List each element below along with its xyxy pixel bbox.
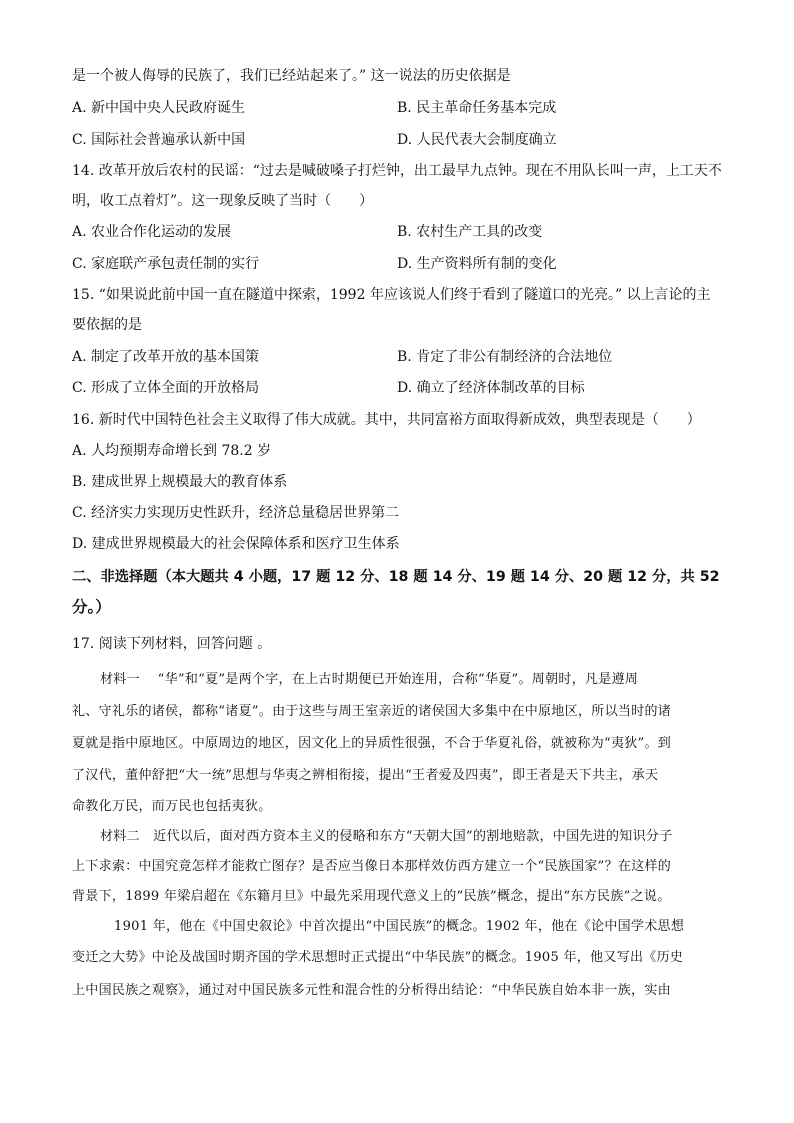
material2-line: 上中国民族之观察》，通过对中国民族多元性和混合性的分析得出结论：“中华民族自始本非一族，实由	[72, 983, 671, 998]
q15-stem-line2: 要依据的是	[72, 317, 142, 333]
q14-stem-line2: 明，收工点着灯”。这一现象反映了当时（ ）	[72, 193, 374, 209]
q15-option-d: D. 确立了经济体制改革的目标	[397, 380, 585, 396]
q13-stem-tail: 是一个被人侮辱的民族了，我们已经站起来了。” 这一说法的历史依据是	[72, 68, 511, 84]
material2-line: 上下求索：中国究竟怎样才能救亡图存？是否应当像日本那样效仿西方建立一个“民族国家”？在这样的	[72, 859, 672, 874]
q16-option-d: D. 建成世界规模最大的社会保障体系和医疗卫生体系	[72, 536, 400, 552]
q13-option-d: D. 人民代表大会制度确立	[397, 132, 557, 148]
q15-option-c: C. 形成了立体全面的开放格局	[72, 380, 260, 396]
q17-stem: 17. 阅读下列材料，回答问题 。	[72, 636, 272, 652]
q13-option-b: B. 民主革命任务基本完成	[397, 100, 557, 116]
q14-stem-line1: 14. 改革开放后农村的民谣：“过去是喊破嗓子打烂钟，出工最早九点钟。现在不用队长叫一声，上工天不	[72, 163, 722, 179]
material1-line: 礼、守礼乐的诸侯，都称“诸夏”。由于这些与周王室亲近的诸侯国大多集中在中原地区，所以当时的诸	[72, 704, 672, 719]
q13-option-c: C. 国际社会普遍承认新中国	[72, 132, 246, 148]
material2-line: 材料二 近代以后，面对西方资本主义的侵略和东方“天朝大国”的割地赔款，中国先进的知识分子	[100, 829, 673, 844]
q14-option-a: A. 农业合作化运动的发展	[72, 224, 232, 240]
q14-option-b: B. 农村生产工具的改变	[397, 224, 543, 240]
q16-option-a: A. 人均预期寿命增长到 78.2 岁	[72, 443, 272, 459]
q16-option-b: B. 建成世界上规模最大的教育体系	[72, 474, 288, 490]
q14-option-d: D. 生产资料所有制的变化	[397, 256, 557, 272]
material1-line: 了汉代，董仲舒把“大一统”思想与华夷之辨相衔接，提出“王者爱及四夷”，即王者是天下共主，承天	[72, 768, 659, 783]
q15-stem-line1: 15. “如果说此前中国一直在隧道中探索，1992 年应该说人们终于看到了隧道口的光亮。” 以上言论的主	[72, 287, 711, 303]
section-heading-line1: 二、非选择题（本大题共 4 小题，17 题 12 分、18 题 14 分、19 题 14 分、20 题 12 分，共 52	[72, 569, 720, 585]
material2-line: 背景下，1899 年梁启超在《东籍月旦》中最先采用现代意义上的“民族”概念，提出“东方民族”之说。	[72, 889, 671, 904]
q16-option-c: C. 经济实力实现历史性跃升，经济总量稳居世界第二	[72, 505, 400, 521]
q14-option-c: C. 家庭联产承包责任制的实行	[72, 256, 260, 272]
material2-line: 变迁之大势》中论及战国时期齐国的学术思想时正式提出“中华民族”的概念。1905 年，他又写出《历史	[72, 950, 684, 965]
material1-line: 材料一 “华”和“夏”是两个字，在上古时期便已开始连用，合称“华夏”。周朝时，凡是遵周	[100, 672, 639, 687]
q16-stem: 16. 新时代中国特色社会主义取得了伟大成就。其中，共同富裕方面取得新成效，典型表现是（ ）	[72, 412, 701, 428]
q15-option-a: A. 制定了改革开放的基本国策	[72, 349, 260, 365]
q13-option-a: A. 新中国中央人民政府诞生	[72, 100, 246, 116]
section-heading-line2: 分。）	[72, 598, 111, 616]
material2-line: 1901 年，他在《中国史叙论》中首次提出“中国民族”的概念。1902 年，他在《论中国学术思想	[114, 919, 685, 934]
material1-line: 命教化万民，而万民也包括夷狄。	[72, 799, 272, 814]
material1-line: 夏就是指中原地区。中原周边的地区，因文化上的异质性很强，不合于华夏礼俗，就被称为“夷狄”。到	[72, 736, 672, 751]
q15-option-b: B. 肯定了非公有制经济的合法地位	[397, 349, 613, 365]
